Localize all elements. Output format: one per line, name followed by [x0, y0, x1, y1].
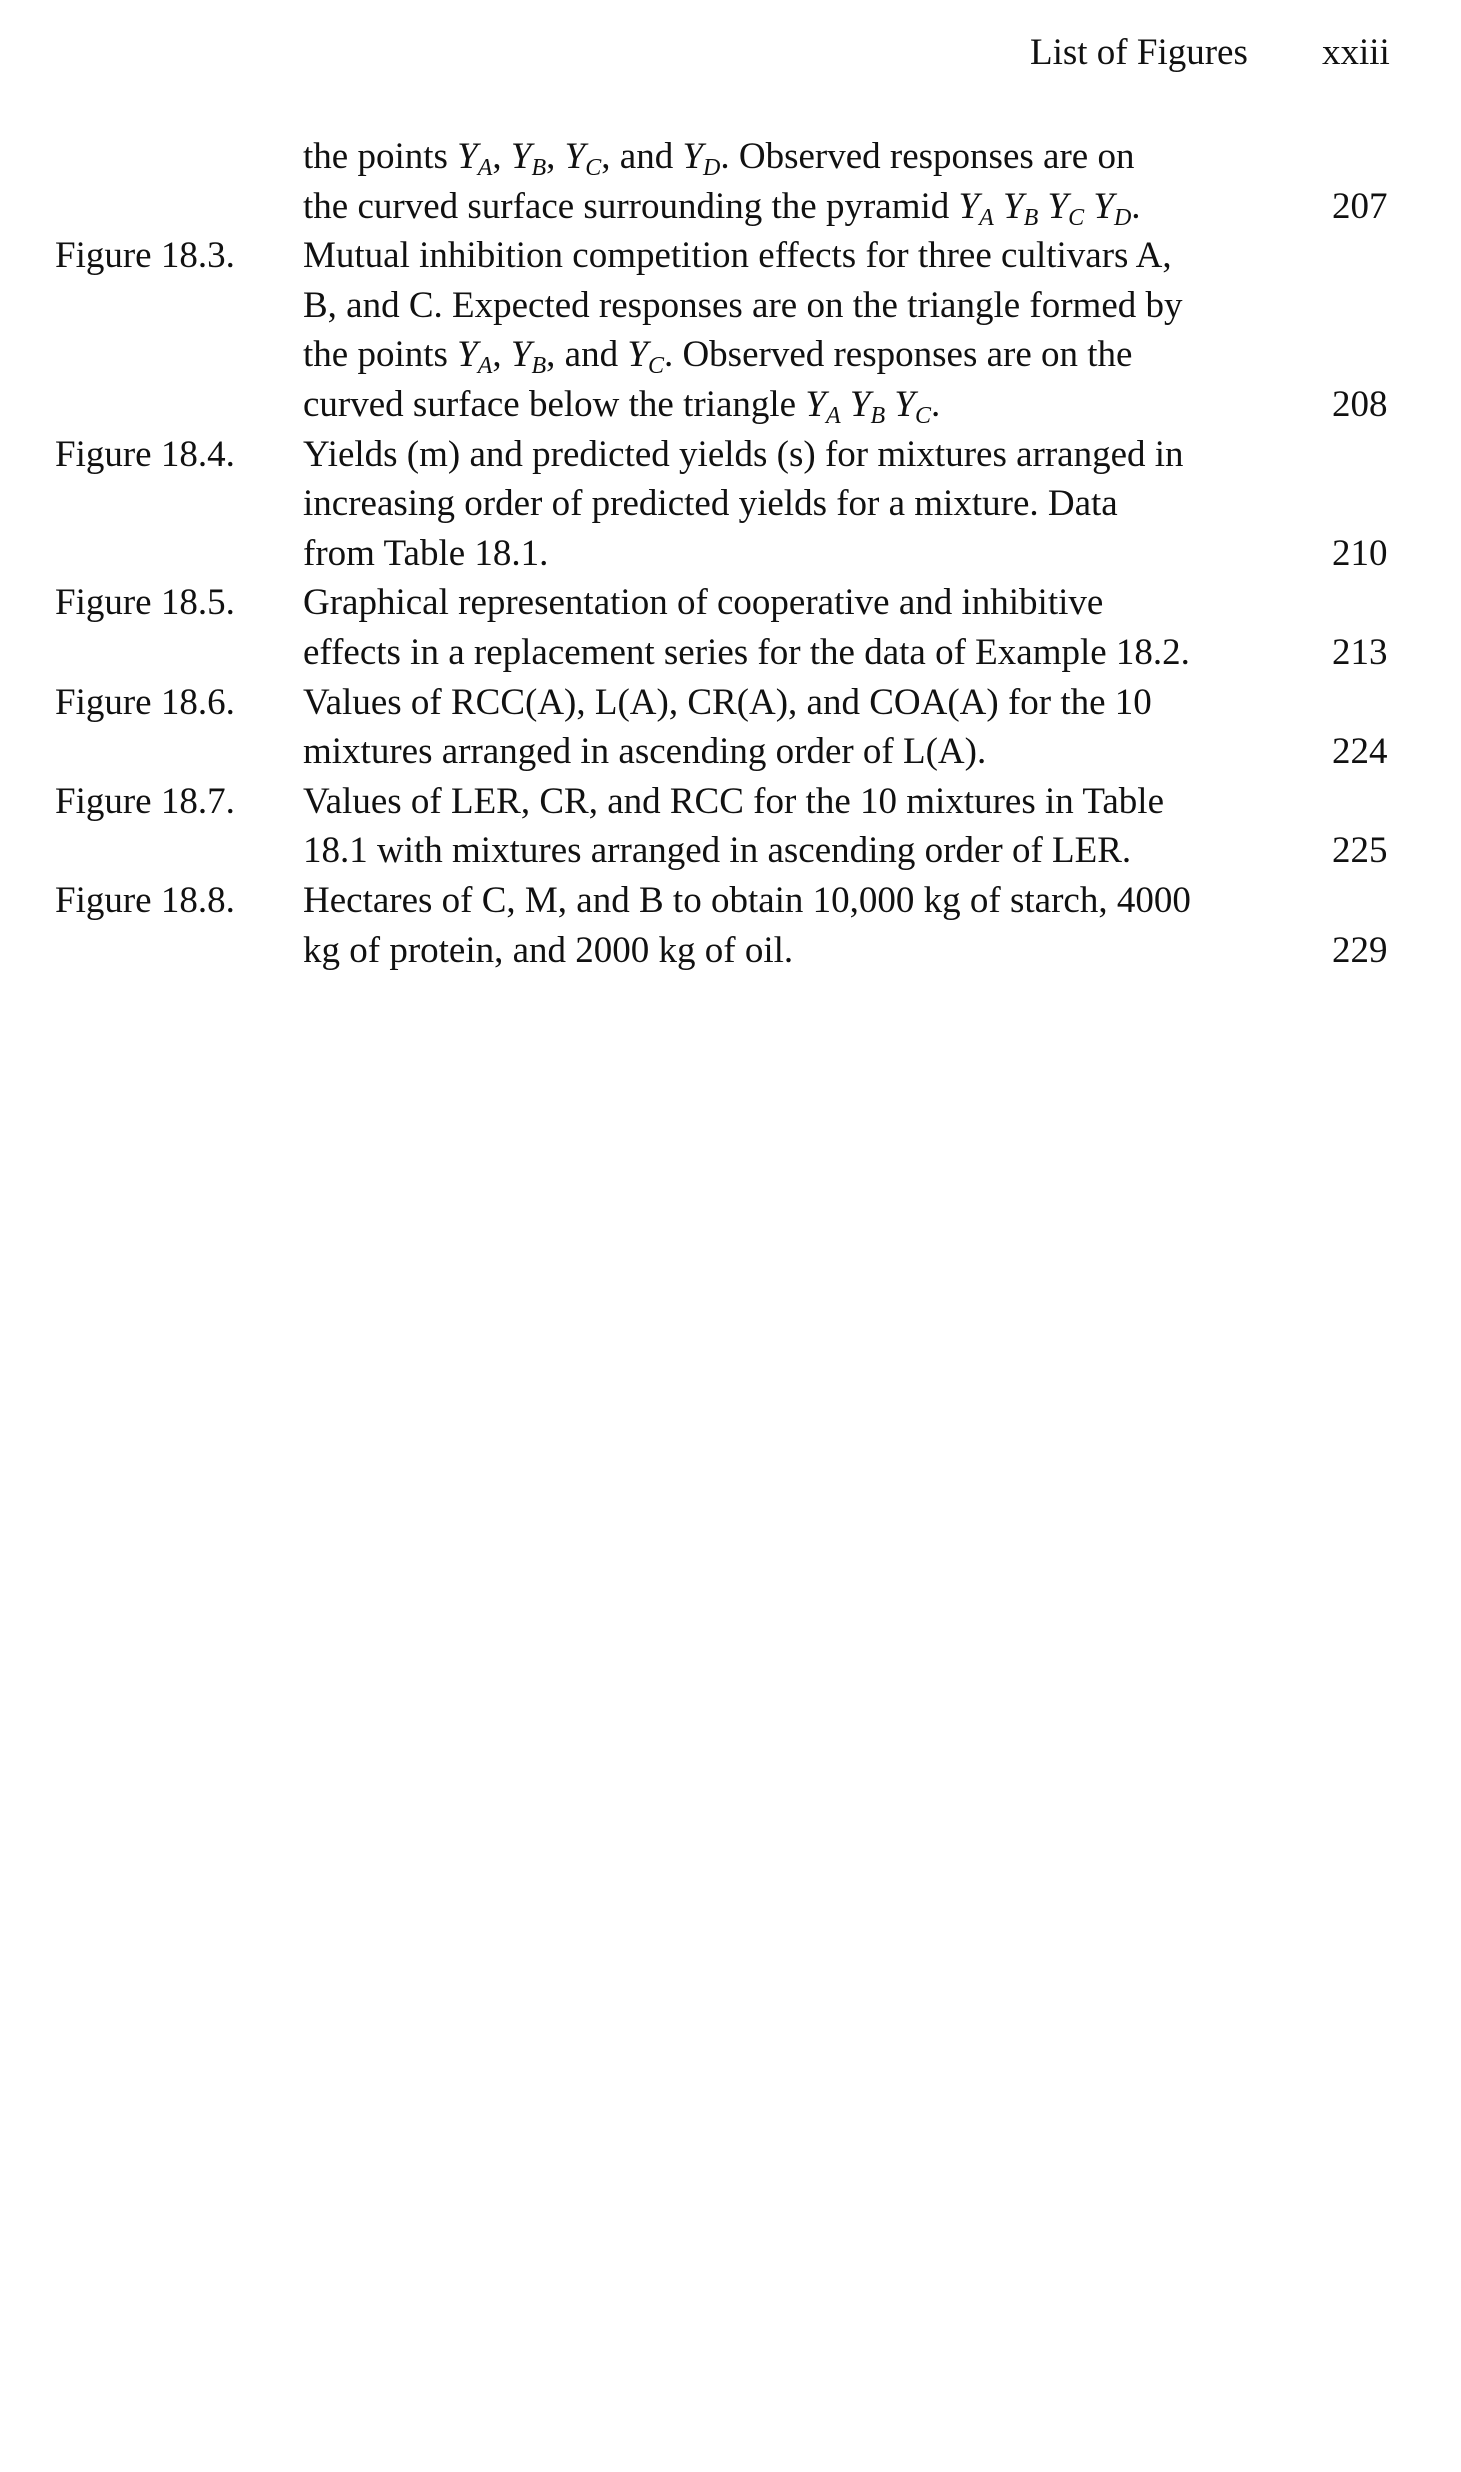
caption-line [303, 777, 1313, 827]
caption-line [303, 727, 1313, 777]
caption-line-text: Hectares of C, M, and B to obtain 10,000 kg of starch, 4000 [303, 879, 1191, 921]
math-symbol: $Y_C$ [627, 334, 664, 380]
math-symbol: $Y_C$ [564, 136, 602, 181]
math-symbol: $Y_B$ [1003, 185, 1039, 231]
caption-line-text: increasing order of predicted yields for a mixture. Data [303, 483, 1118, 525]
caption-line [303, 876, 1313, 926]
math-symbol: $Y_A$ [805, 383, 841, 429]
figure-page-number: 207 [1332, 185, 1388, 227]
running-head-page-number: xxiii [1322, 32, 1390, 73]
caption-line-text: Yields (m) and predicted yields (s) for mixtures arranged in [303, 433, 1184, 475]
figure-caption [303, 777, 1313, 876]
math-symbol: $Y_B$ [510, 334, 547, 380]
figure-caption [303, 430, 1313, 579]
caption-line [303, 231, 1313, 281]
caption-line [303, 826, 1313, 876]
caption-line-text: the curved surface surrounding the pyramid $Y_A$ $Y_B$ $Y_C$ $Y_D$. [303, 185, 1141, 231]
figure-entry [0, 777, 1461, 876]
caption-line-text: the points $Y_A$, $Y_B$, and $Y_C$. Observed responses are on the [303, 334, 1133, 380]
math-symbol: $Y_D$ [682, 136, 721, 181]
math-symbol: $Y_B$ [849, 383, 886, 429]
caption-line [303, 330, 1313, 380]
figure-number: Figure 18.4. [55, 433, 235, 475]
figure-page-number: 210 [1332, 532, 1388, 574]
caption-line [303, 529, 1313, 579]
figure-page-number: 213 [1332, 631, 1388, 673]
math-symbol: $Y_C$ [894, 383, 931, 429]
caption-line-text: Mutual inhibition competition effects for three cultivars A, [303, 235, 1172, 277]
figure-page-number: 224 [1332, 731, 1388, 773]
caption-line [303, 678, 1313, 728]
math-symbol: $Y_B$ [510, 136, 547, 181]
list-of-figures [0, 132, 1461, 975]
caption-line [303, 578, 1313, 628]
figure-number: Figure 18.7. [55, 780, 235, 822]
caption-line [303, 182, 1313, 232]
figure-caption [303, 231, 1313, 429]
figure-entry [0, 876, 1461, 975]
caption-line-text: curved surface below the triangle $Y_A$ $Y_B$ $Y_C$. [303, 383, 941, 429]
caption-line-text: the points $Y_A$, $Y_B$, $Y_C$, and $Y_D$. Observed responses are on [303, 136, 1135, 181]
math-symbol: $Y_C$ [1047, 185, 1085, 231]
caption-line-text: effects in a replacement series for the data of Example 18.2. [303, 631, 1190, 673]
figure-page-number: 229 [1332, 929, 1388, 971]
math-symbol: $Y_A$ [457, 136, 493, 181]
figure-caption [303, 578, 1313, 677]
caption-line [303, 281, 1313, 331]
caption-line-text: Graphical representation of cooperative and inhibitive [303, 582, 1104, 624]
figure-page-number: 225 [1332, 830, 1388, 872]
math-symbol: $Y_A$ [457, 334, 493, 380]
caption-line [303, 926, 1313, 976]
caption-line [303, 132, 1313, 182]
math-symbol: $Y_D$ [1093, 185, 1132, 231]
figure-entry [0, 231, 1461, 429]
caption-line [303, 380, 1313, 430]
figure-number: Figure 18.6. [55, 681, 235, 723]
math-symbol: $Y_A$ [958, 185, 994, 231]
caption-line [303, 628, 1313, 678]
caption-line-text: kg of protein, and 2000 kg of oil. [303, 929, 794, 971]
caption-line-text: B, and C. Expected responses are on the triangle formed by [303, 284, 1183, 326]
caption-line-text: Values of LER, CR, and RCC for the 10 mixtures in Table [303, 780, 1164, 822]
caption-line [303, 430, 1313, 480]
figure-caption [303, 876, 1313, 975]
caption-line-text: mixtures arranged in ascending order of L(A). [303, 731, 987, 773]
figure-caption [303, 132, 1313, 231]
running-head [0, 28, 1461, 78]
caption-line-text: from Table 18.1. [303, 532, 549, 574]
figure-entry [0, 678, 1461, 777]
figure-entry [0, 430, 1461, 579]
figure-number: Figure 18.8. [55, 879, 235, 921]
figure-entry [0, 132, 1461, 231]
caption-line [303, 479, 1313, 529]
running-head-title: List of Figures [1030, 32, 1248, 73]
figure-entry [0, 578, 1461, 677]
figure-number: Figure 18.5. [55, 582, 235, 624]
figure-number: Figure 18.3. [55, 235, 235, 277]
figure-page-number: 208 [1332, 383, 1388, 425]
caption-line-text: 18.1 with mixtures arranged in ascending order of LER. [303, 830, 1132, 872]
figure-caption [303, 678, 1313, 777]
caption-line-text: Values of RCC(A), L(A), CR(A), and COA(A) for the 10 [303, 681, 1152, 723]
